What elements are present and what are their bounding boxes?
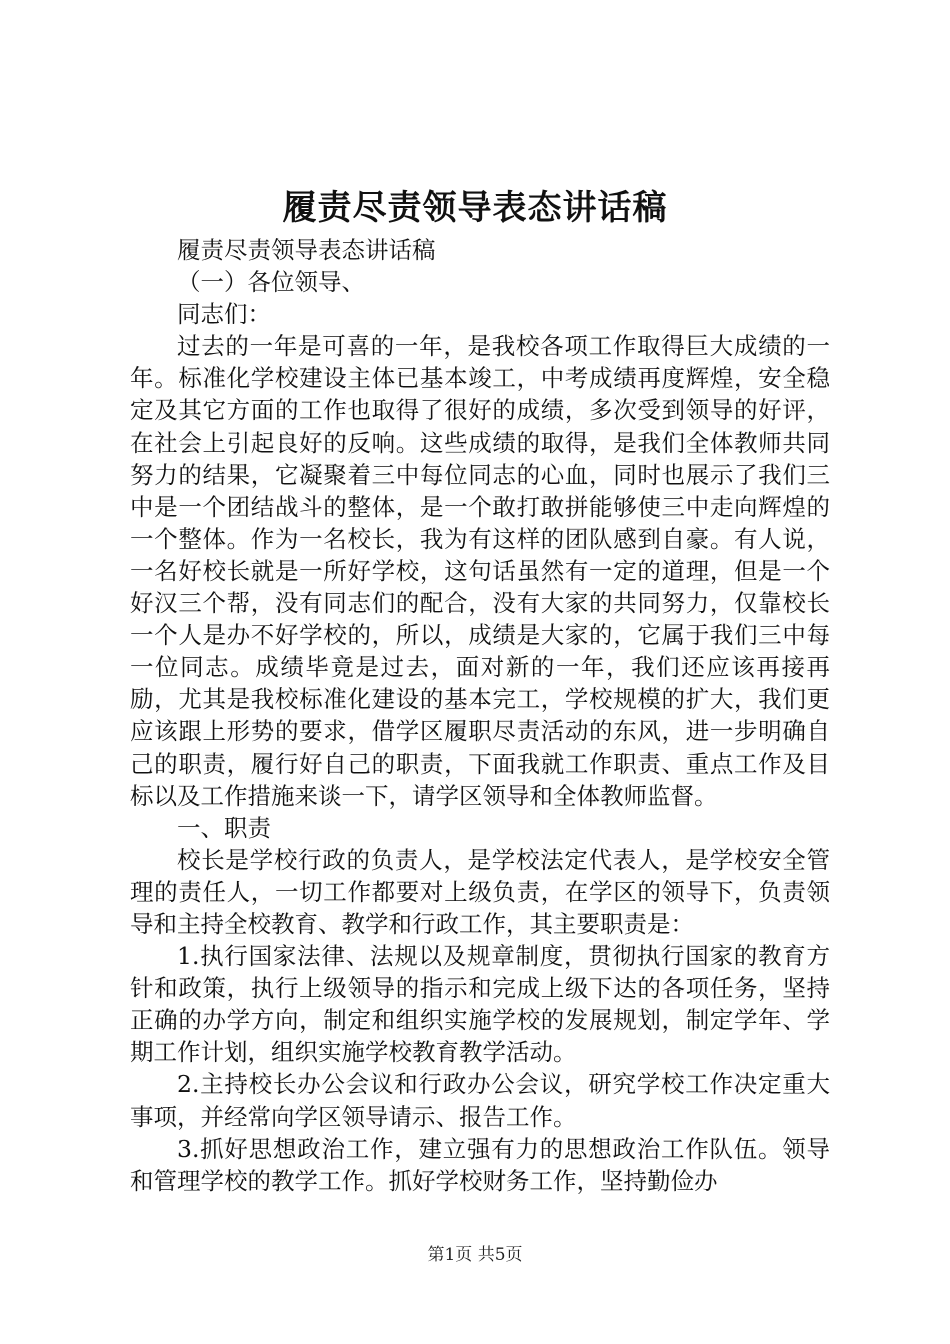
paragraph-duties-intro: 校长是学校行政的负责人，是学校法定代表人，是学校安全管理的责任人，一切工作都要对上级负责，在学区的领导下，负责领导和主持全校教育、教学和行政工作，其主要职责是： [130, 845, 830, 938]
section-heading-duties: 一、职责 [177, 813, 271, 842]
document-title: 履责尽责领导表态讲话稿 [282, 188, 668, 228]
paragraph-salutation-1: （一）各位领导、 [177, 268, 365, 297]
list-item-duty-3: 3.抓好思想政治工作，建立强有力的思想政治工作队伍。领导和管理学校的教学工作。抓好学校财务工作，坚持勤俭办 [130, 1134, 830, 1195]
paragraph-salutation-2: 同志们： [177, 300, 271, 329]
list-item-duty-2: 2.主持校长办公会议和行政办公会议，研究学校工作决定重大事项，并经常向学区领导请示、报告工作。 [130, 1070, 830, 1131]
paragraph-subtitle: 履责尽责领导表态讲话稿 [177, 236, 436, 264]
paragraph-intro: 过去的一年是可喜的一年，是我校各项工作取得巨大成绩的一年。标准化学校建设主体已基本竣工，中考成绩再度辉煌，安全稳定及其它方面的工作也取得了很好的成绩，多次受到领导的好评，在社会上引起良好的反响。这些成绩的取得，是我们全体教师共同努力的结果，它凝聚着三中每位同志的心血，同时也展示了我们三中是一个团结战斗的整体，是一个敢打敢拼能够使三中走向辉煌的一个整体。作为一名校长，我为有这样的团队感到自豪。有人说，一名好校长就是一所好学校，这句话虽然有一定的道理，但是一个好汉三个帮，没有同志们的配合，没有大家的共同努力，仅靠校长一个人是办不好学校的，所以，成绩是大家的，它属于我们三中每一位同志。成绩毕竟是过去，面对新的一年，我们还应该再接再励，尤其是我校标准化建设的基本完工，学校规模的扩大，我们更应该跟上形势的要求，借学区履职尽责活动的东风，进一步明确自己的职责，履行好自己的职责，下面我就工作职责、重点工作及目标以及工作措施来谈一下，请学区领导和全体教师监督。 [130, 332, 830, 810]
page-number: 第1页 共5页 [427, 1245, 523, 1265]
document-body [130, 234, 830, 1197]
list-item-duty-1: 1.执行国家法律、法规以及规章制度，贯彻执行国家的教育方针和政策，执行上级领导的指示和完成上级下达的各项任务，坚持正确的办学方向，制定和组织实施学校的发展规划，制定学年、学期工作计划，组织实施学校教育教学活动。 [130, 942, 830, 1067]
